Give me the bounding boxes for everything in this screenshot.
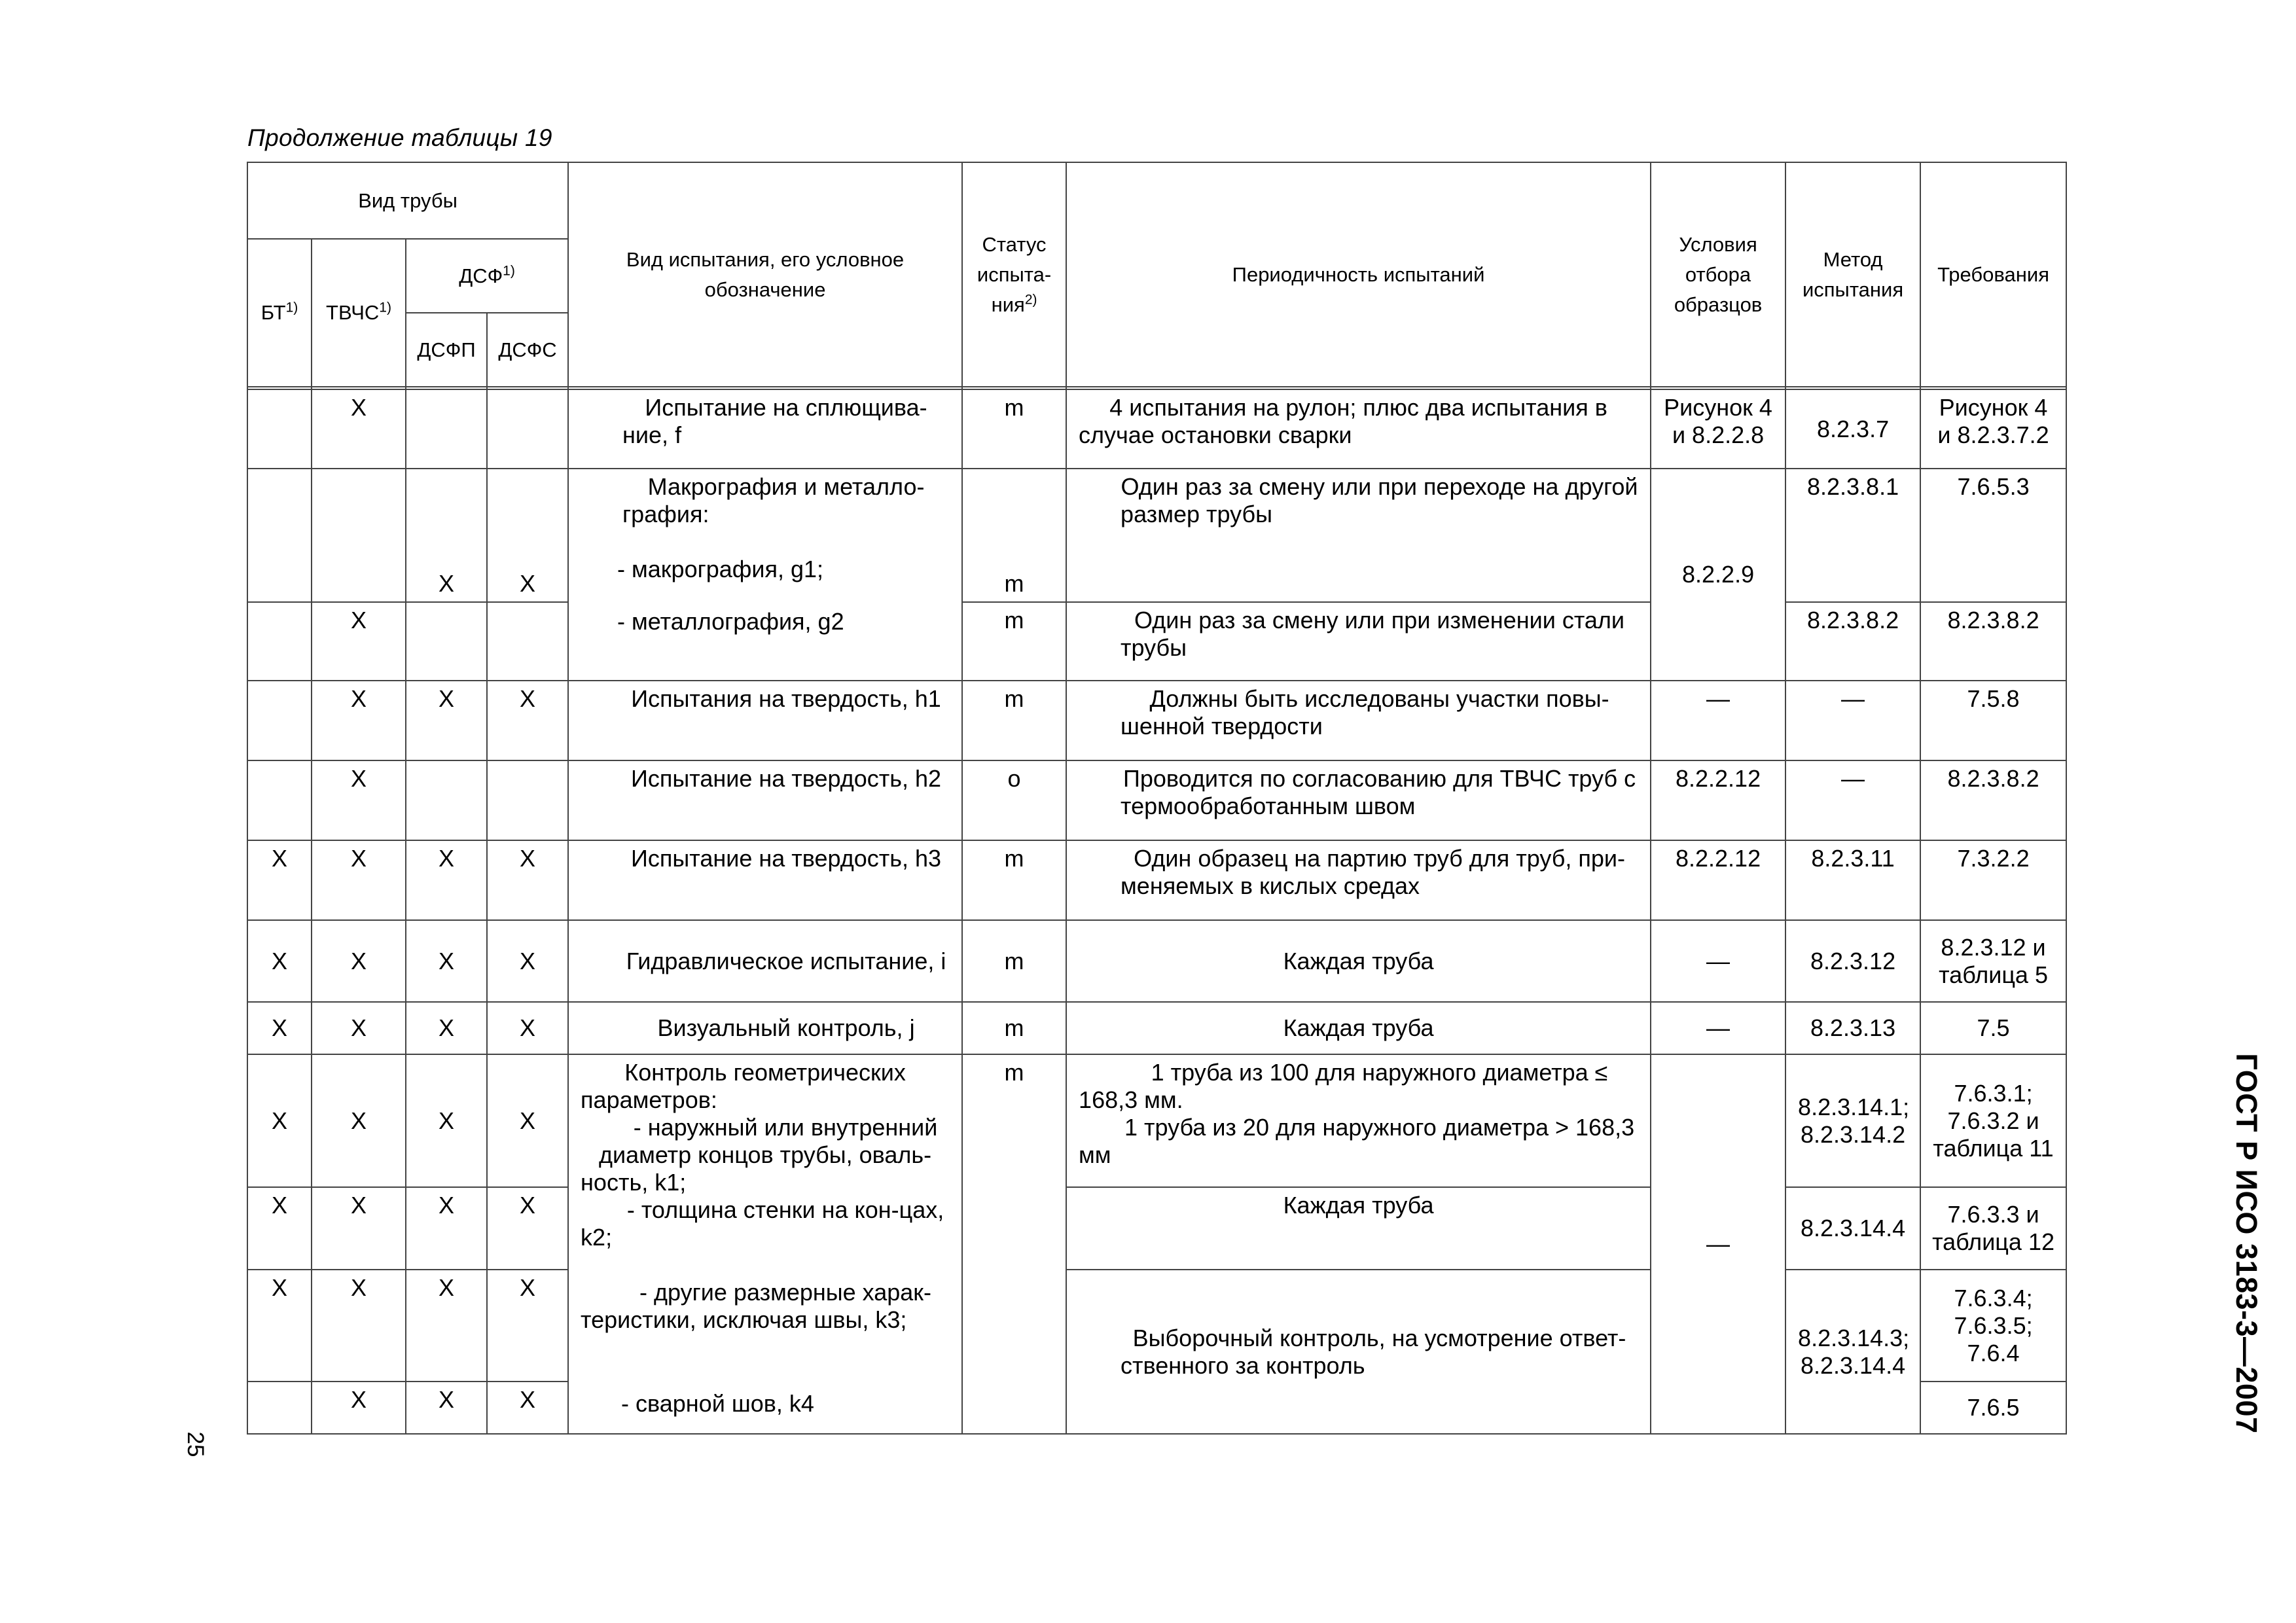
cell-dsfs: X: [487, 1002, 568, 1054]
cell-method: 8.2.3.8.2: [1785, 602, 1920, 681]
footnote-2-mark: 2): [1024, 292, 1037, 308]
cell-dsfp: X: [406, 920, 487, 1002]
cell-dsfp: [406, 389, 487, 469]
cell-tvchs: X: [312, 681, 406, 760]
periodicity-line: 1 труба из 20 для наружного диаметра > 168,3 мм: [1079, 1114, 1635, 1168]
cell-method: 8.2.3.7: [1785, 389, 1920, 469]
page-number: 25: [183, 1431, 208, 1457]
cell-sampling: —: [1651, 681, 1785, 760]
cell-requirements: 7.6.3.4; 7.6.3.5; 7.6.4: [1920, 1270, 2066, 1382]
cell-test: Испытания на твердость, h1: [568, 681, 962, 760]
cell-dsfs: X: [487, 1382, 568, 1434]
cell-periodicity: Один раз за смену или при переходе на другой размер трубы: [1066, 469, 1651, 602]
cell-test: Испытание на твердость, h3: [568, 840, 962, 920]
standard-designation: ГОСТ Р ИСО 3183-3—2007: [2230, 1053, 2263, 1434]
cell-bt: [247, 602, 312, 681]
table-row: [247, 760, 2066, 840]
cell-tvchs: X: [312, 840, 406, 920]
cell-periodicity: Выборочный контроль, на усмотрение ответ-ственного за контроль: [1066, 1270, 1651, 1434]
cell-sampling: 8.2.2.9: [1651, 469, 1785, 681]
cell-status: o: [962, 760, 1066, 840]
table-header: [247, 162, 2066, 387]
tests-table: [247, 162, 2067, 1435]
cell-dsfp: [406, 760, 487, 840]
test-item: - металлография, g2: [617, 608, 844, 635]
cell-dsfs: [487, 602, 568, 681]
cell-status: m: [962, 1054, 1066, 1434]
cell-requirements: 7.5: [1920, 1002, 2066, 1054]
cell-test: Визуальный контроль, j: [568, 1002, 962, 1054]
cell-dsfp: X: [406, 840, 487, 920]
cell-method: 8.2.3.8.1: [1785, 469, 1920, 602]
cell-periodicity: 4 испытания на рулон; плюс два испытания в случае остановки сварки: [1066, 389, 1651, 469]
cell-dsfp: X: [406, 1382, 487, 1434]
cell-method: 8.2.3.11: [1785, 840, 1920, 920]
cell-bt: [247, 1382, 312, 1434]
cell-sampling: 8.2.2.12: [1651, 760, 1785, 840]
table-row: [247, 1270, 2066, 1382]
cell-bt: X: [247, 1002, 312, 1054]
test-item-k1: - наружный или внутренний диаметр концов трубы, оваль-ность, k1;: [581, 1114, 938, 1196]
test-item-k2: - толщина стенки на кон-цах, k2;: [581, 1196, 944, 1251]
header-status: [962, 162, 1066, 387]
cell-requirements: Рисунок 4 и 8.2.3.7.2: [1920, 389, 2066, 469]
table-row: [247, 1187, 2066, 1270]
table-caption: Продолжение таблицы 19: [247, 124, 552, 151]
cell-requirements: 7.5.8: [1920, 681, 2066, 760]
cell-method: 8.2.3.14.3; 8.2.3.14.4: [1785, 1270, 1920, 1434]
cell-tvchs: X: [312, 1002, 406, 1054]
cell-status: m: [962, 681, 1066, 760]
test-title: Макрография и металло-графия:: [622, 473, 925, 527]
header-tvchs: [312, 239, 406, 387]
cell-bt: X: [247, 1054, 312, 1187]
cell-requirements: 8.2.3.8.2: [1920, 760, 2066, 840]
test-item: - макрография, g1;: [617, 556, 824, 582]
cell-tvchs: [312, 469, 406, 602]
header-sampling: Условия отбора образцов: [1651, 162, 1785, 387]
cell-tvchs: X: [312, 1382, 406, 1434]
cell-test: [568, 469, 962, 681]
header-method: Метод испытания: [1785, 162, 1920, 387]
cell-test: Испытание на сплющива-ние, f: [568, 389, 962, 469]
cell-bt: [247, 389, 312, 469]
cell-dsfs: [487, 389, 568, 469]
test-item-k4: - сварной шов, k4: [621, 1390, 814, 1417]
cell-periodicity: Один образец на партию труб для труб, при-меняемых в кислых средах: [1066, 840, 1651, 920]
cell-status: m: [962, 840, 1066, 920]
cell-periodicity: Должны быть исследованы участки повы-шенной твердости: [1066, 681, 1651, 760]
cell-bt: [247, 760, 312, 840]
cell-dsfs: X: [487, 1270, 568, 1382]
cell-bt: X: [247, 1187, 312, 1270]
cell-tvchs: X: [312, 920, 406, 1002]
cell-periodicity: Каждая труба: [1066, 1187, 1651, 1270]
cell-tvchs: X: [312, 389, 406, 469]
cell-status: m: [962, 389, 1066, 469]
cell-dsfs: X: [487, 1187, 568, 1270]
cell-dsfp: X: [406, 1270, 487, 1382]
table-row: [247, 681, 2066, 760]
header-dsf: [406, 239, 568, 313]
header-test-type: Вид испытания, его условное обозначение: [568, 162, 962, 387]
table-row: [247, 469, 2066, 602]
cell-dsfs: X: [487, 920, 568, 1002]
cell-periodicity: [1066, 1054, 1651, 1187]
table-row: [247, 602, 2066, 681]
header-pipe-type: Вид трубы: [247, 162, 568, 239]
cell-dsfp: [406, 602, 487, 681]
cell-method: —: [1785, 760, 1920, 840]
header-periodicity: Периодичность испытаний: [1066, 162, 1651, 387]
header-bt: [247, 239, 312, 387]
cell-bt: X: [247, 840, 312, 920]
table-row: [247, 920, 2066, 1002]
cell-tvchs: X: [312, 760, 406, 840]
cell-requirements: 7.6.3.3 и таблица 12: [1920, 1187, 2066, 1270]
cell-method: —: [1785, 681, 1920, 760]
footnote-1-mark: 1): [285, 300, 298, 315]
cell-dsfp: X: [406, 1002, 487, 1054]
test-item-k3: - другие размерные харак-теристики, исключая швы, k3;: [581, 1279, 932, 1333]
cell-sampling: —: [1651, 920, 1785, 1002]
cell-bt: X: [247, 920, 312, 1002]
cell-tvchs: X: [312, 1187, 406, 1270]
cell-dsfp: X: [406, 681, 487, 760]
cell-dsfp: X: [406, 1187, 487, 1270]
cell-tvchs: X: [312, 1270, 406, 1382]
cell-method: 8.2.3.14.1; 8.2.3.14.2: [1785, 1054, 1920, 1187]
cell-tvchs: X: [312, 602, 406, 681]
table-row: [247, 1002, 2066, 1054]
header-bt-text: БТ: [260, 301, 286, 324]
cell-dsfp: X: [406, 1054, 487, 1187]
cell-sampling: —: [1651, 1002, 1785, 1054]
cell-requirements: 7.6.5: [1920, 1382, 2066, 1434]
header-requirements: Требования: [1920, 162, 2066, 387]
header-dsf-text: ДСФ: [459, 264, 503, 287]
cell-bt: X: [247, 1270, 312, 1382]
cell-requirements: 8.2.3.8.2: [1920, 602, 2066, 681]
cell-periodicity: Проводится по согласованию для ТВЧС труб с термообработанным швом: [1066, 760, 1651, 840]
cell-test: Гидравлическое испытание, i: [568, 920, 962, 1002]
cell-status: m: [962, 1002, 1066, 1054]
cell-dsfs: X: [487, 681, 568, 760]
cell-dsfs: [487, 760, 568, 840]
table-row: [247, 840, 2066, 920]
cell-dsfs: X: [487, 469, 568, 602]
cell-periodicity: Каждая труба: [1066, 920, 1651, 1002]
cell-requirements: 7.6.5.3: [1920, 469, 2066, 602]
cell-method: 8.2.3.13: [1785, 1002, 1920, 1054]
cell-dsfs: X: [487, 1054, 568, 1187]
header-tvchs-text: ТВЧС: [326, 301, 380, 324]
cell-bt: [247, 469, 312, 602]
table-row: [247, 1054, 2066, 1187]
cell-method: 8.2.3.14.4: [1785, 1187, 1920, 1270]
table-row: [247, 389, 2066, 469]
cell-test: Испытание на твердость, h2: [568, 760, 962, 840]
cell-periodicity: Один раз за смену или при изменении стали трубы: [1066, 602, 1651, 681]
cell-status: m: [962, 920, 1066, 1002]
cell-bt: [247, 681, 312, 760]
cell-periodicity: Каждая труба: [1066, 1002, 1651, 1054]
cell-tvchs: X: [312, 1054, 406, 1187]
footnote-1-mark: 1): [379, 300, 391, 315]
cell-sampling: —: [1651, 1054, 1785, 1434]
cell-test: [568, 1054, 962, 1434]
cell-sampling: Рисунок 4 и 8.2.2.8: [1651, 389, 1785, 469]
header-status-text: Статус испыта-ния: [977, 232, 1052, 316]
header-dsfp: ДСФП: [406, 313, 487, 387]
header-dsfs: ДСФС: [487, 313, 568, 387]
cell-requirements: 7.3.2.2: [1920, 840, 2066, 920]
periodicity-line: 1 труба из 100 для наружного диаметра ≤ 168,3 мм.: [1079, 1059, 1608, 1113]
test-title: Контроль геометрических параметров:: [581, 1059, 906, 1113]
cell-requirements: 7.6.3.1; 7.6.3.2 и таблица 11: [1920, 1054, 2066, 1187]
cell-status: m: [962, 602, 1066, 681]
cell-dsfp: X: [406, 469, 487, 602]
cell-method: 8.2.3.12: [1785, 920, 1920, 1002]
cell-dsfs: X: [487, 840, 568, 920]
cell-sampling: 8.2.2.12: [1651, 840, 1785, 920]
cell-requirements: 8.2.3.12 и таблица 5: [1920, 920, 2066, 1002]
footnote-1-mark: 1): [503, 263, 515, 279]
cell-status: m: [962, 469, 1066, 602]
